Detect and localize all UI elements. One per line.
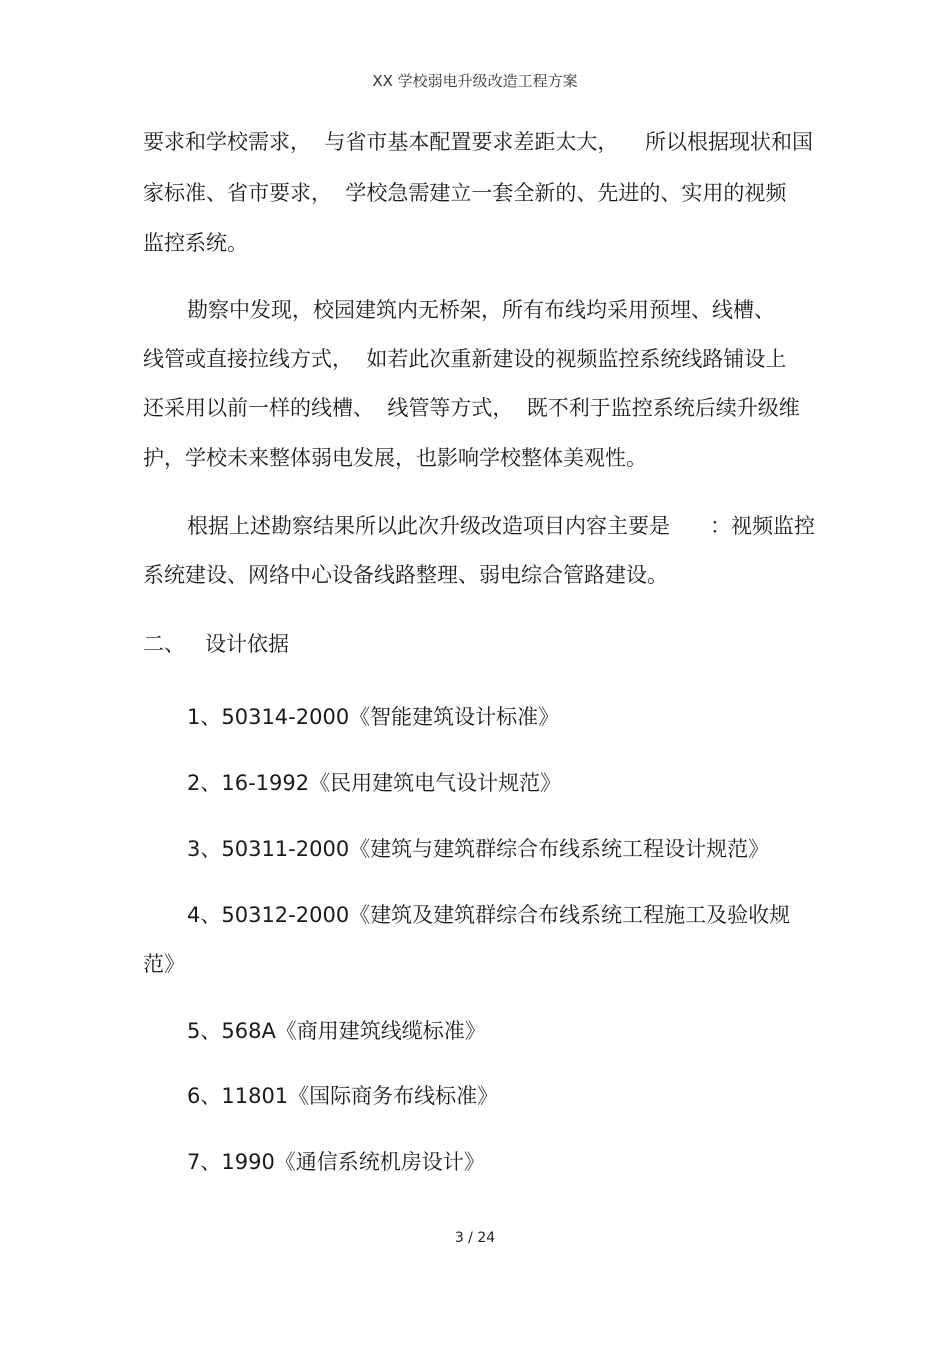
- paragraph-1-line-1: 要求和学校需求， 与省市基本配置要求差距太大， 所以根据现状和国: [143, 130, 814, 154]
- paragraph-2-line-4: 护，学校未来整体弱电发展，也影响学校整体美观性。: [143, 446, 647, 470]
- standard-item-1: 1、50314-2000《智能建筑设计标准》: [187, 705, 560, 729]
- paragraph-3-line-2: 系统建设、网络中心设备线路整理、弱电综合管路建设。: [143, 563, 668, 587]
- paragraph-2-line-3: 还采用以前一样的线槽、 线管等方式， 既不利于监控系统后续升级维: [143, 396, 800, 420]
- standard-item-3: 3、50311-2000《建筑与建筑群综合布线系统工程设计规范》: [187, 837, 770, 861]
- paragraph-1-line-2: 家标准、省市要求， 学校急需建立一套全新的、先进的、实用的视频: [143, 181, 787, 205]
- standard-item-5: 5、568A《商用建筑线缆标准》: [187, 1019, 486, 1043]
- standard-item-4: 4、50312-2000《建筑及建筑群综合布线系统工程施工及验收规: [187, 903, 791, 927]
- standard-item-2: 2、16-1992《民用建筑电气设计规范》: [187, 771, 562, 795]
- section-heading: 二、 设计依据: [143, 632, 290, 656]
- page-header-title: XX 学校弱电升级改造工程方案: [372, 72, 578, 90]
- standard-item-7: 7、1990《通信系统机房设计》: [187, 1150, 485, 1174]
- standard-item-4-continued: 范》: [143, 952, 185, 976]
- paragraph-2-line-1: 勘察中发现，校园建筑内无桥架，所有布线均采用预埋、线槽、: [187, 298, 775, 322]
- paragraph-1-line-3: 监控系统。: [143, 231, 248, 255]
- page-number-indicator: 3 / 24: [454, 1230, 496, 1246]
- paragraph-2-line-2: 线管或直接拉线方式， 如若此次重新建设的视频监控系统线路铺设上: [143, 347, 787, 371]
- paragraph-3-line-1: 根据上述勘察结果所以此次升级改造项目内容主要是 ：视频监控: [187, 514, 816, 538]
- standard-item-6: 6、11801《国际商务布线标准》: [187, 1084, 499, 1108]
